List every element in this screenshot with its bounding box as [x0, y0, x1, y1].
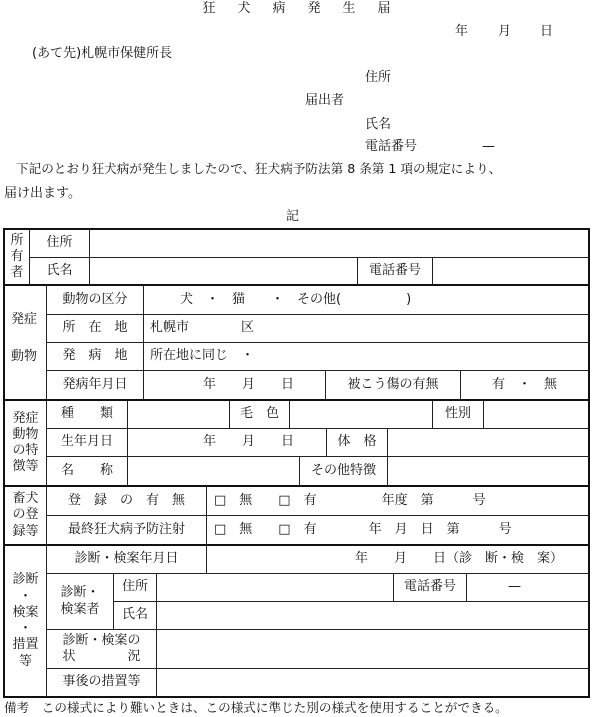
animal-category-options: 犬 ・ 猫 ・ その他( ) [180, 291, 412, 307]
breed-label: 種 類 [60, 406, 113, 422]
table-top-border [3, 228, 590, 230]
other-features-label: その他特徴 [310, 462, 376, 478]
owner-address-label: 住所 [46, 235, 73, 251]
examiner-label: 診断・ 検案者 [60, 585, 100, 617]
grid-line [143, 286, 144, 400]
notifier-address-label: 住所 [365, 70, 392, 85]
grid-line [206, 546, 207, 574]
outbreak-section-label-2: 動物 [11, 348, 38, 364]
intro-line1: 下記のとおり狂犬病が発生しましたので、狂犬病予防法第 8 条第 1 項の規定により、 [16, 161, 502, 176]
owner-phone-label: 電話番号 [368, 263, 421, 279]
features-section-label: 発症 動物 の特 徴等 [12, 410, 39, 475]
grid-line [206, 487, 207, 545]
examination-status-label: 診断・検案の 状 況 [62, 632, 141, 664]
onset-date-label: 発病年月日 [62, 376, 128, 392]
registration-section-label: 畜犬 の登 録等 [12, 491, 39, 539]
location-label: 所 在 地 [62, 320, 128, 336]
follow-up-measures-label: 事後の措置等 [62, 674, 141, 690]
grid-line [387, 428, 388, 486]
grid-line [113, 601, 589, 602]
footer-note: 備考 この様式により難いときは、この様式に準じた別の様式を使用することができる。 [4, 700, 508, 715]
ki-label: 記 [286, 209, 300, 224]
outbreak-section-label-1: 発症 [11, 311, 38, 327]
date-day: 日 [540, 24, 554, 39]
date-month: 月 [498, 24, 512, 39]
notifier-phone-label: 電話番号 [365, 139, 418, 154]
owner-section-label: 所 有 者 [10, 232, 24, 281]
date-year: 年 [455, 24, 469, 39]
animal-name-label: 名 称 [60, 462, 113, 478]
grid-line [466, 573, 467, 602]
sex-label: 性別 [444, 406, 471, 422]
diagnosis-date-value: 年 月 日（診 断・検 案） [355, 551, 564, 567]
onset-place-value: 所在地に同じ ・ [150, 348, 255, 364]
owner-name-label: 氏名 [46, 263, 73, 279]
notifier-name-label: 氏名 [365, 117, 392, 132]
grid-line [46, 428, 589, 429]
grid-line [483, 401, 484, 429]
registration-label: 登 録 の 有 無 [67, 492, 185, 508]
examiner-name-label: 氏名 [121, 607, 148, 623]
examiner-phone-dash: — [508, 579, 521, 595]
grid-line [432, 257, 433, 285]
grid-line [156, 573, 157, 697]
onset-place-label: 発 病 地 [62, 348, 128, 364]
notifier-phone-dash: — [482, 139, 495, 154]
registration-value: □ 無 □ 有 年度 第 号 [214, 492, 486, 508]
onset-date-value: 年 月 日 [203, 376, 295, 392]
table-bottom-border [3, 696, 590, 698]
grid-line [289, 401, 290, 429]
examiner-address-label: 住所 [121, 579, 148, 595]
vaccination-label: 最終狂犬病予防注射 [67, 521, 185, 537]
animal-category-label: 動物の区分 [62, 291, 128, 307]
diagnosis-date-label: 診断・検案年月日 [74, 551, 179, 567]
diagnosis-section-label: 診断 ・ 検案 ・ 措置 等 [12, 572, 39, 669]
birth-label: 生年月日 [60, 434, 113, 450]
table-right-border [588, 228, 590, 698]
notifier-label: 届出者 [305, 93, 345, 108]
document-title: 狂犬病発生届 [202, 1, 413, 16]
vaccination-value: □ 無 □ 有 年 月 日 第 号 [214, 521, 512, 537]
location-value: 札幌市 区 [150, 320, 255, 336]
grid-line [127, 401, 128, 486]
addressee: (あて先)札幌市保健所長 [32, 46, 173, 61]
build-label: 体 格 [337, 434, 377, 450]
bite-label: 被こう傷の有無 [347, 376, 439, 392]
color-label: 毛 色 [239, 406, 279, 422]
birth-value: 年 月 日 [203, 434, 295, 450]
examiner-phone-label: 電話番号 [403, 579, 456, 595]
bite-value: 有 ・ 無 [491, 376, 557, 392]
grid-line [29, 257, 589, 258]
intro-line2: 届け出ます。 [4, 186, 81, 201]
